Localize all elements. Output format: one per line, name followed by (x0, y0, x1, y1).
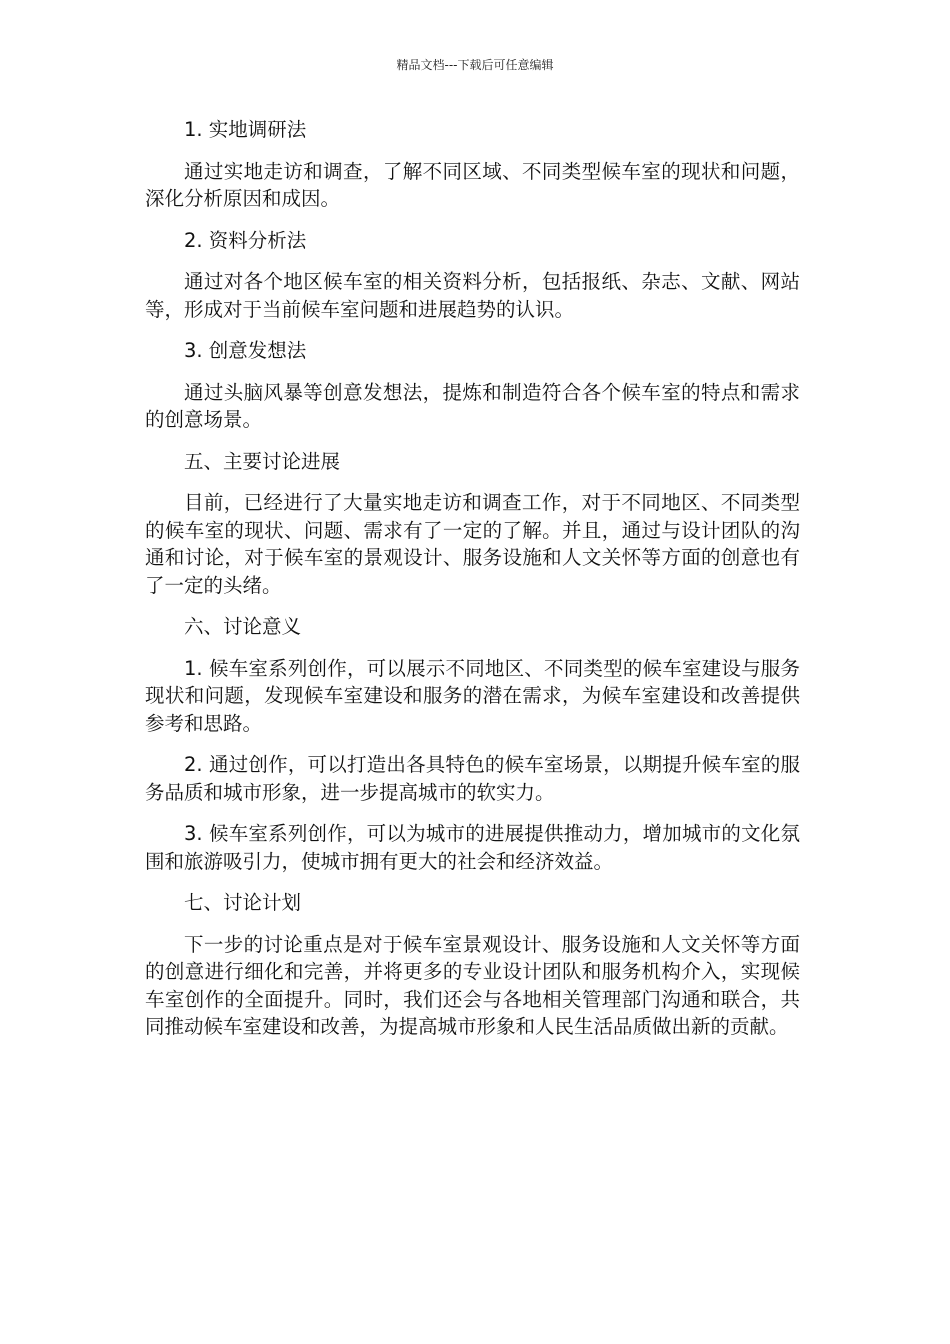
section-heading-significance: 六、讨论意义 (184, 615, 302, 638)
paragraph-progress: 目前，已经进行了大量实地走访和调查工作，对于不同地区、不同类型的候车室的现状、问题、需求有了一定的了解。并且，通过与设计团队的沟通和讨论，对于候车室的景观设计、服务设施和人文关怀等方面的创意也有了一定的头绪。 (145, 491, 800, 597)
paragraph-significance-2: 2. 通过创作，可以打造出各具特色的候车室场景，以期提升候车室的服务品质和城市形象，进一步提高城市的软实力。 (145, 753, 800, 804)
section-heading-method-3: 3. 创意发想法 (184, 339, 307, 362)
section-heading-method-2: 2. 资料分析法 (184, 228, 307, 252)
paragraph-method-2: 通过对各个地区候车室的相关资料分析，包括报纸、杂志、文献、网站等，形成对于当前候车室问题和进展趋势的认识。 (145, 270, 800, 321)
paragraph-method-1: 通过实地走访和调查，了解不同区域、不同类型候车室的现状和问题，深化分析原因和成因。 (145, 159, 800, 210)
section-heading-progress: 五、主要讨论进展 (184, 449, 341, 473)
section-heading-method-1: 1. 实地调研法 (184, 118, 307, 141)
section-heading-plan: 七、讨论计划 (184, 891, 302, 914)
paragraph-significance-3: 3. 候车室系列创作，可以为城市的进展提供推动力，增加城市的文化氛围和旅游吸引力，使城市拥有更大的社会和经济效益。 (145, 822, 800, 873)
page-header: 精品文档---下载后可任意编辑 (396, 58, 554, 72)
document-body (145, 116, 800, 1055)
paragraph-method-3: 通过头脑风暴等创意发想法，提炼和制造符合各个候车室的特点和需求的创意场景。 (145, 380, 800, 431)
paragraph-significance-1: 1. 候车室系列创作，可以展示不同地区、不同类型的候车室建设与服务现状和问题，发现候车室建设和服务的潜在需求，为候车室建设和改善提供参考和思路。 (145, 656, 800, 735)
paragraph-plan: 下一步的讨论重点是对于候车室景观设计、服务设施和人文关怀等方面的创意进行细化和完善，并将更多的专业设计团队和服务机构介入，实现候车室创作的全面提升。同时，我们还会与各地相关管理部门沟通和联合，共同推动候车室建设和改善，为提高城市形象和人民生活品质做出新的贡献。 (145, 932, 800, 1038)
